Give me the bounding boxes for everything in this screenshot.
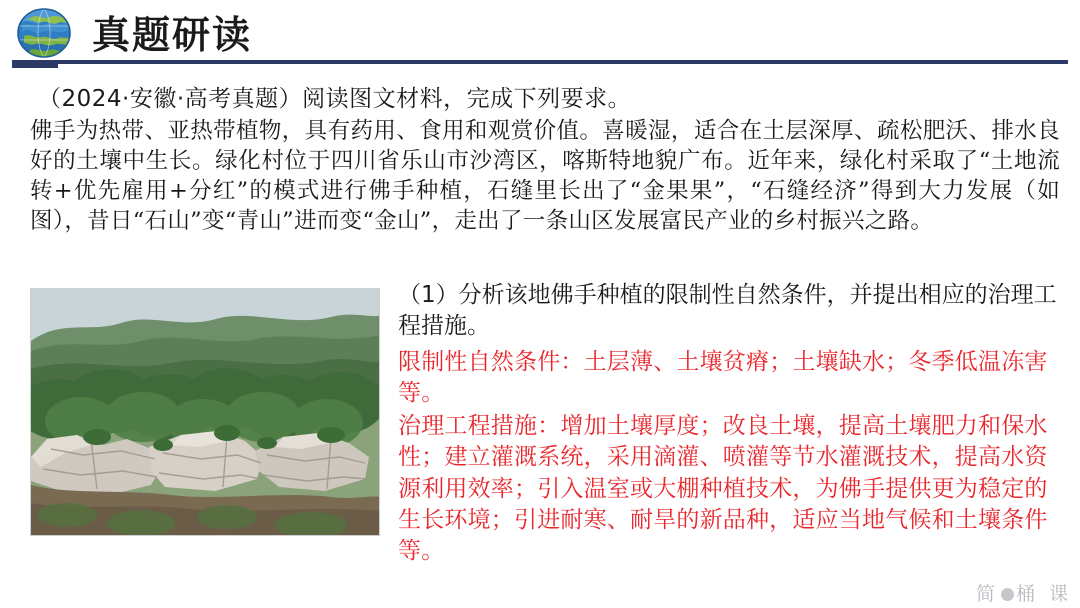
watermark-right-text: 桶 课 (1015, 583, 1072, 605)
watermark-left-text: 简 (975, 583, 999, 605)
question-material-text: 佛手为热带、亚热带植物，具有药用、食用和观赏价值。喜暖湿，适合在土层深厚、疏松肥沃、排水良好的土壤中生长。绿化村位于四川省乐山市沙湾区，喀斯特地貌广布。近年来，绿化村采取了“土地流转+优先雇用+分红”的模式进行佛手种植，石缝里长出了“金果果”，“石缝经济”得到大力发展（如图），昔日“石山”变“青山”进而变“金山”，走出了一条山区发展富民产业的乡村振兴之路。 (30, 118, 1060, 234)
figure-and-answer-area (0, 278, 1080, 608)
watermark-dot-icon (1001, 588, 1014, 601)
header-divider (12, 60, 1068, 64)
answer-column (398, 280, 1058, 567)
header-divider-accent (12, 64, 58, 68)
question-stem-section (0, 72, 1080, 237)
answer-engineering-measures: 治理工程措施：增加土壤厚度；改良土壤，提高土壤肥力和保水性；建立灌溉系统，采用滴灌、喷灌等节水灌溉技术，提高水资源利用效率；引入温室或大棚种植技术，为佛手提供更为稳定的生长环境；引进耐寒、耐旱的新品种，适应当地气候和土壤条件等。 (398, 413, 1048, 565)
watermark (976, 579, 1072, 606)
question-source-line: （2024·安徽·高考真题）阅读图文材料，完成下列要求。 (38, 86, 632, 112)
page-title: 真题研读 (92, 13, 253, 57)
sub-question-1: （1）分析该地佛手种植的限制性自然条件，并提出相应的治理工程措施。 (398, 282, 1057, 340)
globe-icon (16, 6, 72, 60)
karst-orchard-photo (30, 288, 380, 536)
answer-limiting-conditions: 限制性自然条件：土层薄、土壤贫瘠；土壤缺水；冬季低温冻害等。 (398, 348, 1048, 406)
slide-header (0, 0, 1080, 68)
